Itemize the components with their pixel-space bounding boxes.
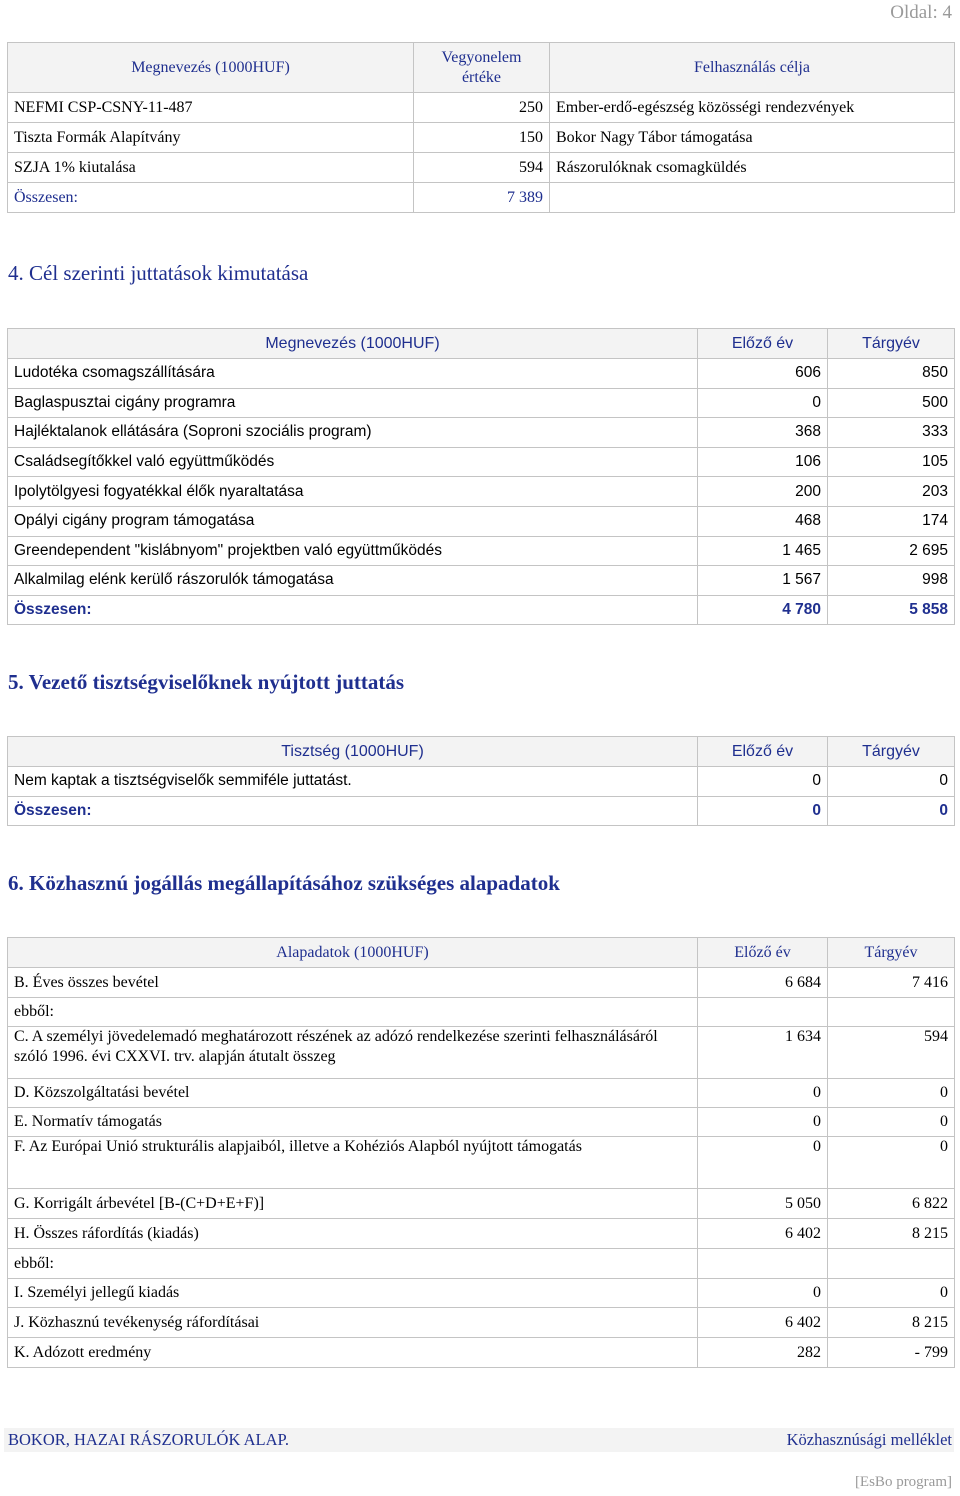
cell-name: G. Korrigált árbevétel [B-(C+D+E+F)] (8, 1189, 698, 1219)
cell-name: E. Normatív támogatás (8, 1108, 698, 1137)
total-label: Összesen: (8, 183, 414, 213)
table-row (8, 447, 955, 477)
footer-document-type: Közhasznúsági melléklet (786, 1430, 952, 1449)
cell-curr: 6 822 (828, 1189, 955, 1219)
table-row (8, 93, 955, 123)
cell-curr: 0 (828, 1079, 955, 1108)
cell-prev (698, 998, 828, 1027)
cell-name: SZJA 1% kiutalása (8, 153, 414, 183)
basic-data-table (7, 937, 955, 1368)
cell-curr: 174 (828, 506, 955, 536)
table-row (8, 153, 955, 183)
cell-prev: 368 (698, 418, 828, 448)
table-row (8, 1308, 955, 1338)
cell-prev: 0 (698, 1279, 828, 1308)
cell-curr: 850 (828, 359, 955, 389)
cell-name: Opályi cigány program támogatása (8, 506, 698, 536)
officer-benefits-table (7, 736, 955, 826)
footer-organization: BOKOR, HAZAI RÁSZORULÓK ALAP. (8, 1430, 289, 1449)
cell-name: H. Összes ráfordítás (kiadás) (8, 1219, 698, 1249)
column-header-purpose: Felhasználás célja (550, 43, 955, 93)
cell-name: J. Közhasznú tevékenység ráfordításai (8, 1308, 698, 1338)
total-label: Összesen: (8, 595, 698, 625)
column-header-curr: Tárgyév (828, 329, 955, 359)
total-row (8, 796, 955, 826)
table-row (8, 359, 955, 389)
cell-prev: 1 567 (698, 566, 828, 596)
column-header-prev: Előző év (698, 938, 828, 968)
table-row (8, 1279, 955, 1308)
section-6-title: 6. Közhasznú jogállás megállapításához szükséges alapadatok (8, 871, 560, 895)
cell-purpose: Ember-erdő-egészség közösségi rendezvények (550, 93, 955, 123)
page-number: Oldal: 4 (890, 2, 952, 23)
cell-value: 594 (414, 153, 550, 183)
table-row (8, 418, 955, 448)
table-row (8, 566, 955, 596)
cell-curr: 0 (828, 1279, 955, 1308)
cell-prev: 106 (698, 447, 828, 477)
cell-prev: 0 (698, 388, 828, 418)
total-curr: 5 858 (828, 595, 955, 625)
table-row (8, 1189, 955, 1219)
cell-curr: 594 (828, 1027, 955, 1079)
cell-curr: 0 (828, 1137, 955, 1189)
cell-value: 250 (414, 93, 550, 123)
cell-curr: 500 (828, 388, 955, 418)
footer-program: [EsBo program] (854, 1474, 952, 1490)
cell-prev: 6 402 (698, 1219, 828, 1249)
cell-name: Alkalmilag elénk kerülő rászorulók támogatása (8, 566, 698, 596)
table-row (8, 1027, 955, 1079)
table-row (8, 1249, 955, 1279)
cell-name: Családsegítőkkel való együttműködés (8, 447, 698, 477)
cell-purpose: Rászorulóknak csomagküldés (550, 153, 955, 183)
cell-name: ebből: (8, 998, 698, 1027)
cell-curr: 2 695 (828, 536, 955, 566)
cell-curr: 203 (828, 477, 955, 507)
cell-curr: 8 215 (828, 1219, 955, 1249)
cell-prev: 6 402 (698, 1308, 828, 1338)
cell-curr: 0 (828, 1108, 955, 1137)
cell-name: Ludotéka csomagszállítására (8, 359, 698, 389)
cell-prev: 6 684 (698, 968, 828, 998)
cell-name: Greendependent "kislábnyom" projektben való együttműködés (8, 536, 698, 566)
cell-curr: 998 (828, 566, 955, 596)
section-4-title: 4. Cél szerinti juttatások kimutatása (8, 261, 309, 285)
cell-prev (698, 1249, 828, 1279)
column-header-name: Megnevezés (1000HUF) (8, 43, 414, 93)
cell-curr: - 799 (828, 1338, 955, 1368)
total-prev: 0 (698, 796, 828, 826)
total-prev: 4 780 (698, 595, 828, 625)
table-row (8, 123, 955, 153)
column-header-name: Alapadatok (1000HUF) (8, 938, 698, 968)
cell-name: Hajléktalanok ellátására (Soproni szociális program) (8, 418, 698, 448)
cell-prev: 1 465 (698, 536, 828, 566)
cell-curr: 333 (828, 418, 955, 448)
column-header-prev: Előző év (698, 329, 828, 359)
column-header-name: Megnevezés (1000HUF) (8, 329, 698, 359)
table-row (8, 477, 955, 507)
table-row (8, 968, 955, 998)
asset-usage-table (7, 42, 955, 213)
table-row (8, 1338, 955, 1368)
cell-prev: 1 634 (698, 1027, 828, 1079)
cell-name: Baglaspusztai cigány programra (8, 388, 698, 418)
cell-curr: 7 416 (828, 968, 955, 998)
column-header-name: Tisztség (1000HUF) (8, 737, 698, 767)
cell-prev: 200 (698, 477, 828, 507)
cell-name: B. Éves összes bevétel (8, 968, 698, 998)
table-row (8, 767, 955, 797)
cell-curr: 105 (828, 447, 955, 477)
total-value: 7 389 (414, 183, 550, 213)
table-row (8, 1108, 955, 1137)
table-row (8, 1079, 955, 1108)
cell-curr (828, 998, 955, 1027)
section-5-title: 5. Vezető tisztségviselőknek nyújtott juttatás (8, 670, 405, 694)
cell-name: NEFMI CSP-CSNY-11-487 (8, 93, 414, 123)
cell-name: Ipolytölgyesi fogyatékkal élők nyaraltatása (8, 477, 698, 507)
cell-name: Tiszta Formák Alapítvány (8, 123, 414, 153)
cell-purpose: Bokor Nagy Tábor támogatása (550, 123, 955, 153)
cell-name: I. Személyi jellegű kiadás (8, 1279, 698, 1308)
cell-name: C. A személyi jövedelemadó meghatározott részének az adózó rendelkezése szerinti felhasználásáról szóló 1996. évi CXXVI. trv. alapján átutalt összeg (8, 1027, 698, 1079)
cell-prev: 282 (698, 1338, 828, 1368)
total-row (8, 595, 955, 625)
cell-prev: 0 (698, 1108, 828, 1137)
cell-name: K. Adózott eredmény (8, 1338, 698, 1368)
cell-prev: 5 050 (698, 1189, 828, 1219)
cell-curr: 8 215 (828, 1308, 955, 1338)
table-row (8, 1219, 955, 1249)
total-label: Összesen: (8, 796, 698, 826)
column-header-prev: Előző év (698, 737, 828, 767)
column-header-curr: Tárgyév (828, 737, 955, 767)
cell-prev: 0 (698, 767, 828, 797)
column-header-curr: Tárgyév (828, 938, 955, 968)
cell-prev: 606 (698, 359, 828, 389)
cell-name: ebből: (8, 1249, 698, 1279)
cell-name: D. Közszolgáltatási bevétel (8, 1079, 698, 1108)
total-row (8, 183, 955, 213)
table-row (8, 1137, 955, 1189)
cell-value: 150 (414, 123, 550, 153)
total-curr: 0 (828, 796, 955, 826)
table-row (8, 536, 955, 566)
cell-name: F. Az Európai Unió strukturális alapjaiból, illetve a Kohéziós Alapból nyújtott támogatás (8, 1137, 698, 1189)
cell-prev: 468 (698, 506, 828, 536)
benefits-table (7, 328, 955, 625)
column-header-value: Vegyonelem értéke (414, 43, 550, 93)
empty-cell (550, 183, 955, 213)
table-row (8, 388, 955, 418)
table-row (8, 506, 955, 536)
cell-curr: 0 (828, 767, 955, 797)
cell-name: Nem kaptak a tisztségviselők semmiféle juttatást. (8, 767, 698, 797)
cell-curr (828, 1249, 955, 1279)
table-row (8, 998, 955, 1027)
cell-prev: 0 (698, 1137, 828, 1189)
cell-prev: 0 (698, 1079, 828, 1108)
